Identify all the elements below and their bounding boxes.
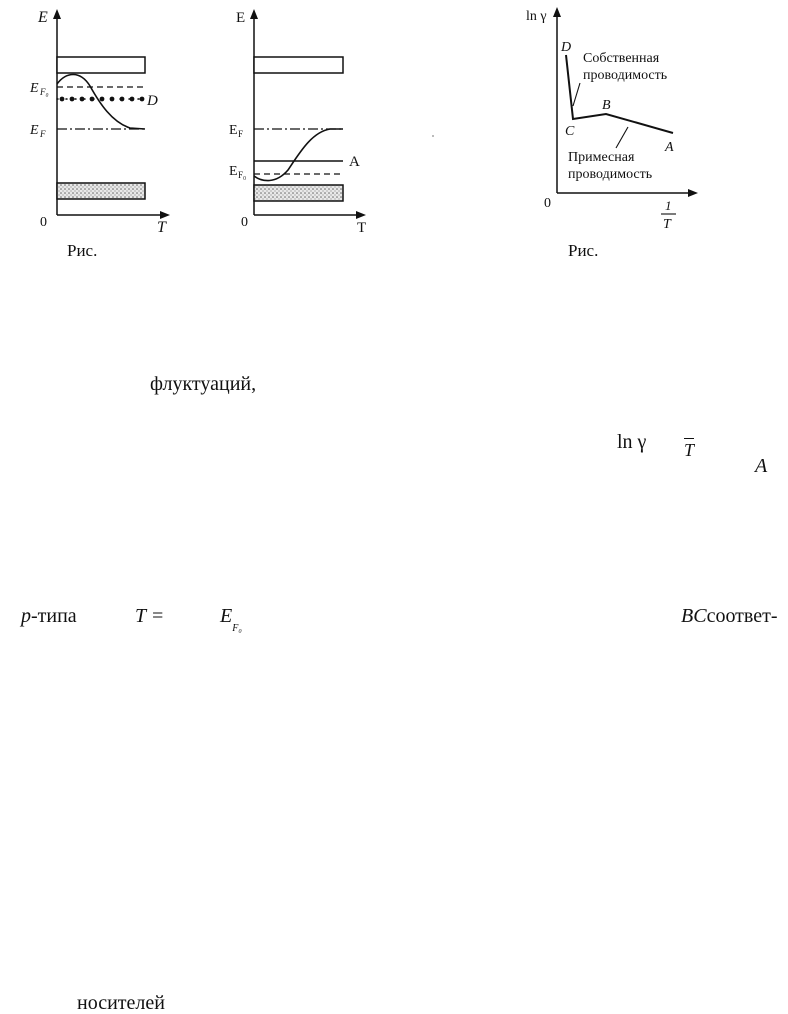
fig2-intrinsic-label-2: проводимость [583, 68, 668, 83]
text-fluktuatsiy: флуктуаций, [150, 373, 257, 395]
left-fermi-curve [57, 75, 145, 130]
fig2-x-den: T [663, 217, 671, 232]
right-origin-label: 0 [241, 215, 248, 230]
left-origin-label: 0 [40, 215, 47, 230]
right-x-axis-label: T [357, 220, 367, 236]
figure-1-band-diagrams [0, 0, 420, 270]
left-panel-n-type [29, 9, 170, 260]
fig2-point-B: B [602, 98, 611, 113]
figure-2-caption: Рис. [568, 241, 599, 260]
fig2-impurity-label-1: Примесная [568, 150, 635, 165]
right-acceptor-label: A [349, 154, 360, 170]
right-panel-p-type [229, 9, 366, 236]
text-BC: BC [681, 605, 707, 627]
text-p-type [21, 606, 77, 626]
left-valence-band [57, 183, 145, 199]
text-E-F0 [220, 605, 242, 634]
text-nositeley: носителей [77, 992, 165, 1014]
scan-speck [432, 135, 434, 137]
right-ef-label: E [229, 123, 238, 138]
left-x-axis-label: T [157, 219, 166, 236]
text-E-sub: F₀ [232, 623, 242, 634]
fig2-origin-label: 0 [544, 196, 551, 211]
text-E: E [220, 605, 233, 627]
figure-2-conductivity-plot [520, 0, 720, 270]
fig2-impurity-leader [616, 127, 628, 148]
text-A: A [755, 455, 768, 477]
fig2-intrinsic-label-1: Собственная [583, 51, 660, 66]
fig2-point-D: D [561, 40, 572, 55]
left-ef0-label: E [30, 81, 39, 96]
left-donor-dots [60, 97, 145, 102]
right-ef-sub: F [238, 129, 244, 139]
right-conduction-band [254, 57, 343, 73]
right-ef0-sub: F₀ [238, 170, 247, 180]
left-donor-label: D [147, 93, 158, 109]
right-valence-band [254, 185, 343, 201]
left-ef-label: E [30, 123, 39, 138]
left-conduction-band [57, 57, 145, 73]
fig2-intrinsic-leader [573, 83, 580, 106]
text-p-suffix: -типа [31, 605, 77, 627]
fig2-point-A: A [665, 140, 674, 155]
right-y-axis-label: E [236, 10, 246, 26]
left-ef-sub: F [40, 129, 46, 139]
text-T-equals: T = [135, 605, 165, 627]
fig2-point-C: C [565, 124, 575, 139]
fig2-impurity-label-2: проводимость [568, 167, 653, 182]
right-fermi-curve [254, 129, 343, 181]
left-ef0-sub: F₀ [40, 87, 49, 97]
fig2-x-num: 1 [665, 198, 672, 213]
fig2-curve [566, 55, 673, 133]
text-over-T: T [684, 440, 695, 460]
fig2-y-axis-label: ln γ [526, 9, 547, 24]
figure-1-caption: Рис. [67, 241, 98, 260]
text-bc-sootvet [681, 606, 778, 626]
left-y-axis-label: E [38, 9, 48, 26]
text-ln-gamma: ln γ [617, 431, 647, 453]
text-p-letter: p [21, 605, 31, 627]
text-sootvet: соответ- [706, 605, 778, 627]
right-ef0-label: E [229, 164, 238, 179]
